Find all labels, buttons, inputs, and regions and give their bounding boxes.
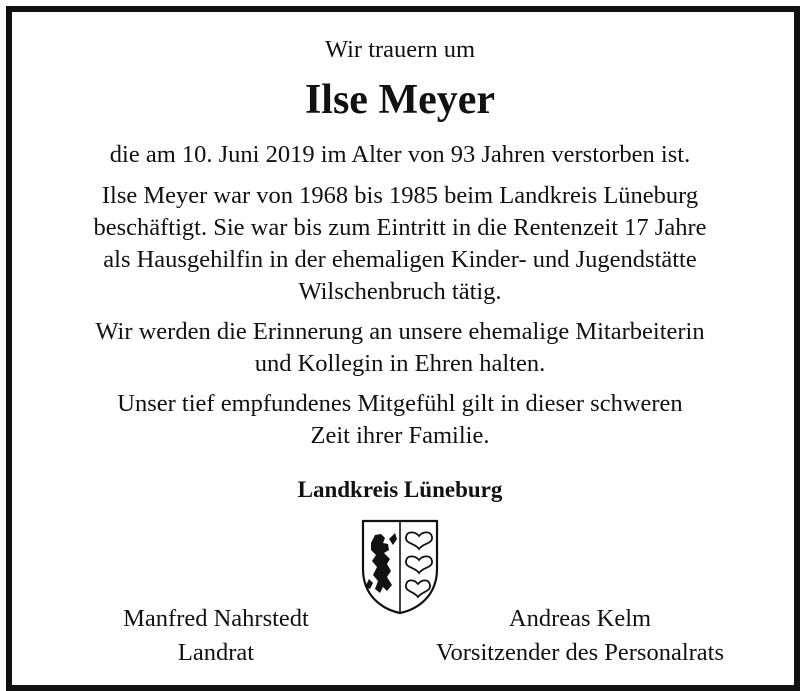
death-date-line: die am 10. Juni 2019 im Alter von 93 Jahren verstorben ist.	[109, 141, 691, 168]
hearts-icon	[406, 532, 432, 597]
paragraph3-line2: Zeit ihrer Familie.	[310, 422, 490, 449]
paragraph1-line3: als Hausgehilfin in der ehemaligen Kinder- und Jugendstätte	[103, 246, 697, 273]
paragraph3-line1: Unser tief empfundenes Mitgefühl gilt in dieser schweren	[117, 390, 683, 417]
paragraph1-line2: beschäftigt. Sie war bis zum Eintritt in die Rentenzeit 17 Jahre	[93, 214, 707, 241]
intro-text: Wir trauern um	[324, 36, 476, 63]
deceased-name: Ilse Meyer	[304, 77, 496, 123]
signatory-2-name: Andreas Kelm	[508, 605, 652, 632]
signatory-1-name: Manfred Nahrstedt	[123, 605, 309, 632]
signatory-2-title: Vorsitzender des Personalrats	[435, 639, 725, 666]
signatory-1-title: Landrat	[177, 639, 255, 666]
paragraph2-line2: und Kollegin in Ehren halten.	[254, 350, 546, 377]
organization-name: Landkreis Lüneburg	[297, 477, 503, 502]
coat-of-arms-icon	[359, 517, 441, 615]
obituary-notice	[12, 12, 788, 679]
paragraph1-line1: Ilse Meyer war von 1968 bis 1985 beim Landkreis Lüneburg	[101, 182, 699, 209]
paragraph1-line4: Wilschenbruch tätig.	[298, 278, 502, 305]
paragraph2-line1: Wir werden die Erinnerung an unsere ehemalige Mitarbeiterin	[95, 318, 705, 345]
